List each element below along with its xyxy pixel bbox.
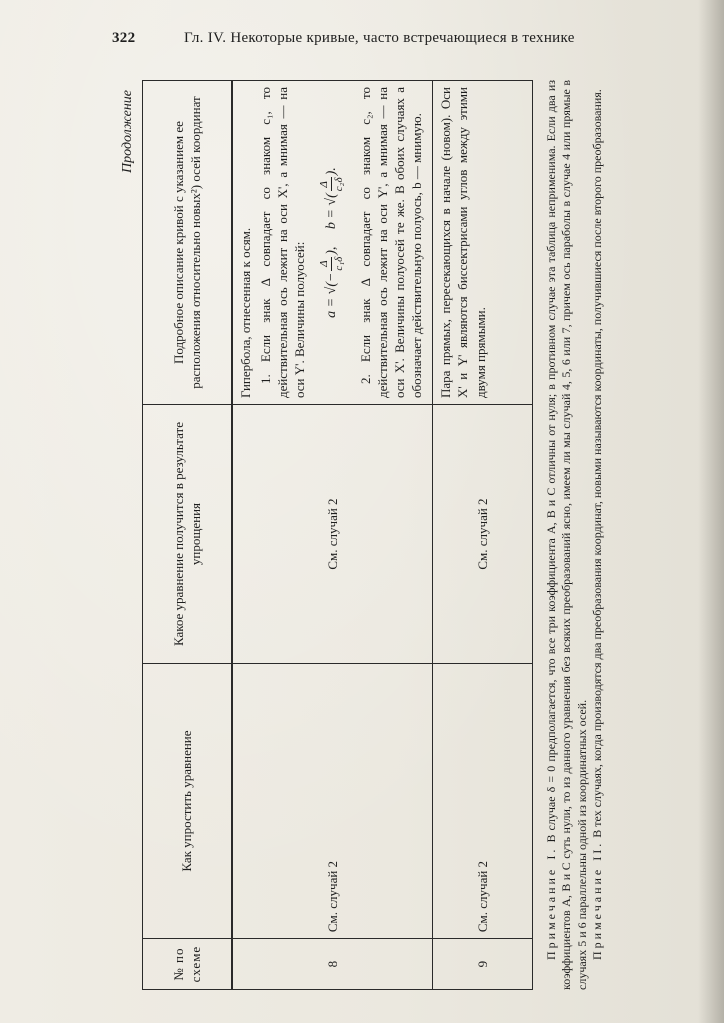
fraction-a xyxy=(317,257,347,271)
row-how: См. случай 2 xyxy=(433,664,533,939)
row-how: См. случай 2 xyxy=(232,664,433,939)
continued-label: Продолжение xyxy=(120,90,135,173)
row-num: 8 xyxy=(232,939,433,990)
semi-axes-formula xyxy=(317,87,347,398)
note-1-label: Примечание I. xyxy=(544,846,558,960)
note-2 xyxy=(590,80,605,990)
page-header xyxy=(112,30,672,50)
footnotes xyxy=(544,80,605,990)
schema-table xyxy=(142,80,533,990)
fraction-a-den: c₁δ xyxy=(333,256,346,271)
row-num: 9 xyxy=(433,939,533,990)
page-edge-shadow xyxy=(698,0,724,1023)
table-row xyxy=(433,81,533,990)
page-number: 322 xyxy=(112,30,136,46)
table-row xyxy=(232,81,433,990)
header-num: № по схеме xyxy=(143,939,233,990)
table-header-row xyxy=(143,81,233,990)
running-title: Гл. IV. Некоторые кривые, часто встречающиеся в технике xyxy=(184,30,575,46)
desc-text: Пара прямых, пересекающихся в начале (новом). Оси X' и Y' являются биссектрисами углов между этими двумя прямыми. xyxy=(438,87,488,399)
row-desc xyxy=(232,81,433,405)
desc-case-1: 1. Если знак Δ совпадает со знаком c₁, то действительная ось лежит на оси X', а мнимая — на оси Y'. Величины полуосей: xyxy=(258,87,308,399)
formula-b-lhs: b = xyxy=(323,209,339,230)
note-1-text: В случае δ = 0 предполагается, что все три коэффициента A, B и C отличны от нуля; в противном случае эта таблица неприменима. Если два из коэффициентов A, B и C суть нули, то из данного уравнения без всяких преобразований ясно, имеем ли мы случай 4, 5, 6 или 7, причем ось параболы в случае 4 или прямые в случаях 5 и 6 параллельны одной из координатных осей. xyxy=(544,79,589,990)
row-what: См. случай 2 xyxy=(433,405,533,664)
note-1 xyxy=(544,80,590,990)
note-2-label: Примечание II. xyxy=(590,840,605,960)
fraction-b xyxy=(317,177,347,191)
rotated-content xyxy=(120,80,680,990)
header-what: Какое уравнение получится в результате упрощения xyxy=(143,405,233,664)
row-what: См. случай 2 xyxy=(232,405,433,664)
note-2-text: В тех случаях, когда производятся два преобразования координат, новыми называются координаты, получившиеся после второго преобразования. xyxy=(590,89,605,838)
desc-case-2: 2. Если знак Δ совпадает со знаком c₂, то действительная ось лежит на оси Y', а мнимая — на оси X'. Величины полуосей те же. В обоих случаях a обозначает действительную полуось, b — мнимую. xyxy=(357,87,425,399)
fraction-b-num: Δ xyxy=(317,181,330,188)
sqrt-sign: √( xyxy=(323,193,339,206)
header-how: Как упростить уравнение xyxy=(143,664,233,939)
header-desc: Подробное описание кривой с указанием ее расположения относительно новых²) осей координат xyxy=(143,81,233,405)
sqrt-minus-sign: √(− xyxy=(323,272,339,295)
row-desc xyxy=(433,81,533,405)
sqrt-close-b: ). xyxy=(323,167,339,176)
sqrt-close: ) xyxy=(323,250,339,255)
fraction-a-num: Δ xyxy=(317,260,330,267)
formula-sep: , xyxy=(323,246,339,251)
desc-intro: Гипербола, отнесенная к осям. xyxy=(238,227,253,399)
formula-a-lhs: a = xyxy=(323,297,339,318)
fraction-b-den: c₂δ xyxy=(333,177,346,192)
